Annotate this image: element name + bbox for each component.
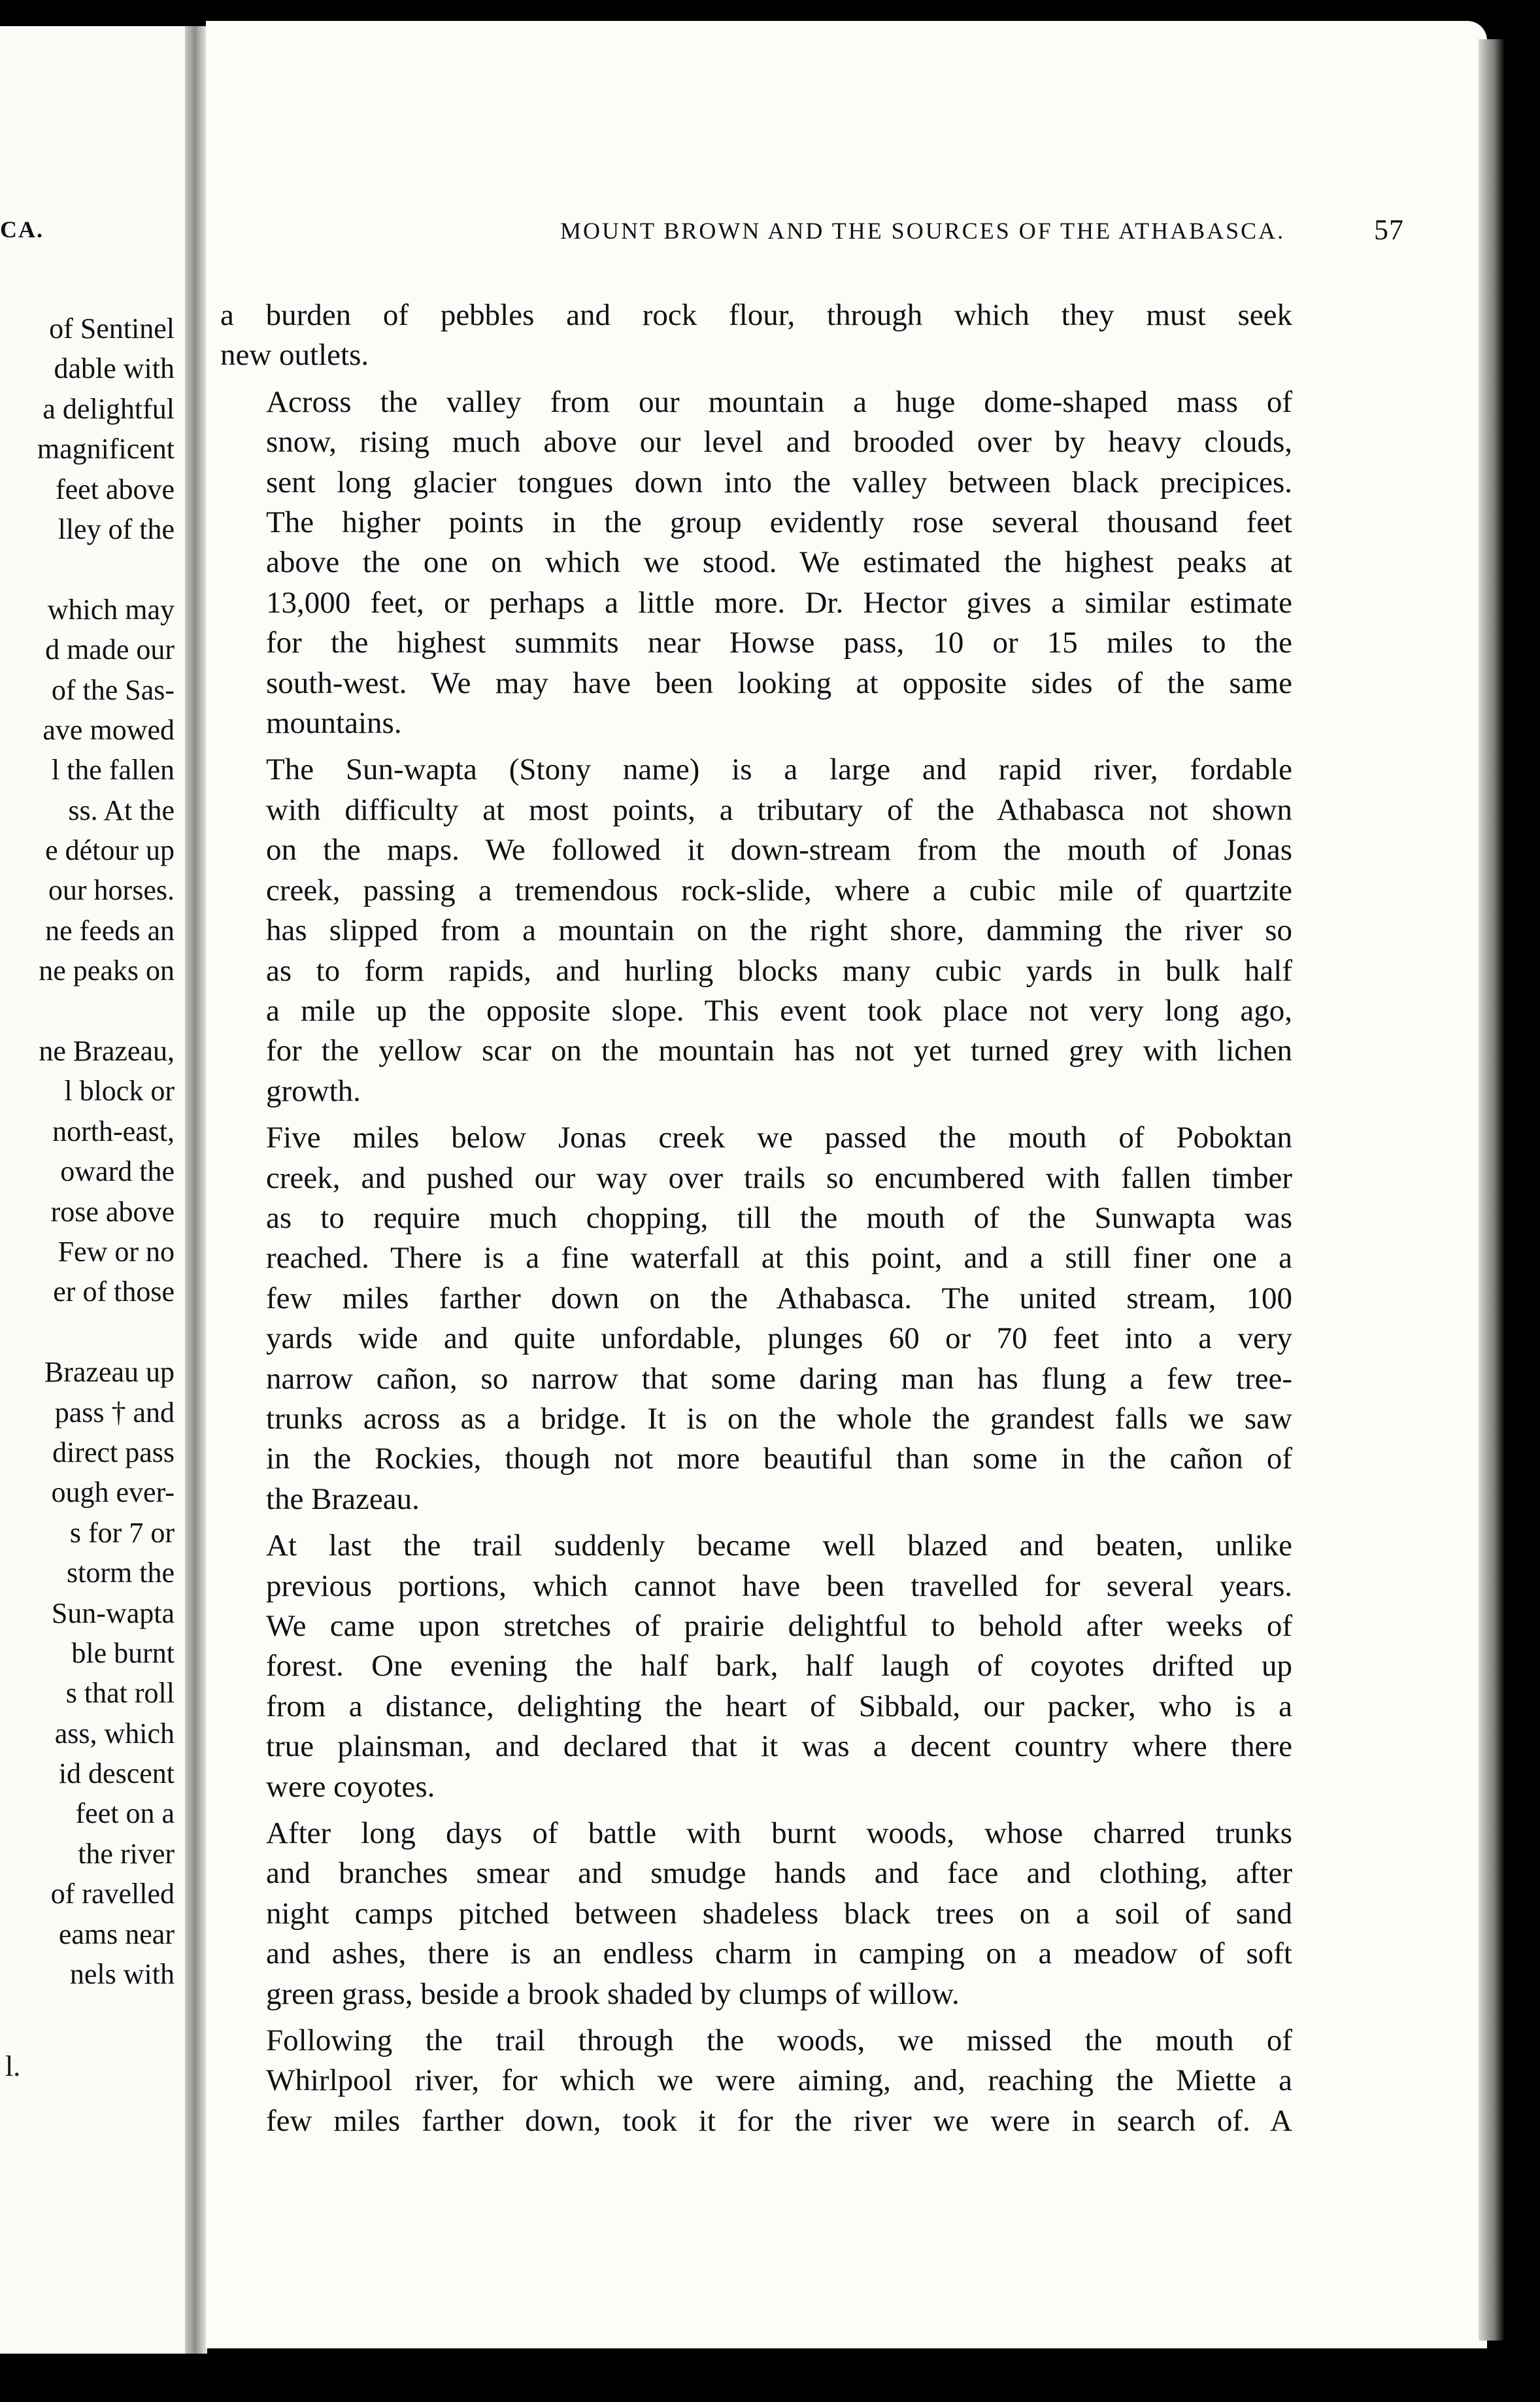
previous-page-line-endings bbox=[37, 309, 175, 1994]
previous-page-line: dable with bbox=[54, 352, 175, 385]
previous-page-line: our horses. bbox=[48, 874, 175, 907]
text-line: a burden of pebbles and rock flour, through which they must seek bbox=[220, 298, 1292, 332]
previous-page-edge bbox=[0, 26, 186, 2354]
previous-page-line: the river bbox=[78, 1837, 175, 1870]
previous-page-line: of ravelled bbox=[50, 1878, 175, 1910]
page-number: 57 bbox=[1374, 214, 1404, 246]
text-line: The Sun-wapta (Stony name) is a large and rapid river, fordable bbox=[266, 753, 1292, 787]
previous-page-line: of the Sas- bbox=[51, 673, 175, 706]
previous-page-line: eams near bbox=[58, 1918, 175, 1950]
text-line: few miles farther down, took it for the river we were in search of. A bbox=[266, 2103, 1292, 2138]
paragraph bbox=[220, 750, 1292, 1111]
text-line: true plainsman, and declared that it was a decent country where there bbox=[266, 1729, 1292, 1764]
previous-page-line: Few or no bbox=[58, 1235, 175, 1268]
text-line: forest. One evening the half bark, half laugh of coyotes drifted up bbox=[266, 1649, 1292, 1683]
text-line: Five miles below Jonas creek we passed the mouth of Poboktan bbox=[266, 1121, 1292, 1155]
text-line: sent long glacier tongues down into the valley between black precipices. bbox=[266, 465, 1292, 499]
text-line: yards wide and quite unfordable, plunges 60 or 70 feet into a very bbox=[266, 1321, 1292, 1356]
previous-page-line: s that roll bbox=[65, 1677, 175, 1710]
previous-page-line: id descent bbox=[58, 1757, 175, 1790]
previous-page-line: Brazeau up bbox=[44, 1356, 175, 1389]
page-edge-shadow bbox=[1479, 39, 1505, 2341]
previous-page-stray-mark: l. bbox=[5, 2050, 21, 2082]
text-line: previous portions, which cannot have been travelled for several years. bbox=[266, 1568, 1292, 1603]
previous-page-line: nels with bbox=[69, 1958, 175, 1991]
previous-page-line: d made our bbox=[45, 634, 175, 666]
previous-page-line: which may bbox=[47, 593, 175, 626]
text-line: narrow cañon, so narrow that some daring man has flung a few tree- bbox=[266, 1361, 1292, 1396]
text-line: above the one on which we stood. We estimated the highest peaks at bbox=[266, 545, 1292, 580]
text-line: has slipped from a mountain on the right shore, damming the river so bbox=[266, 913, 1292, 948]
book-page bbox=[206, 21, 1487, 2348]
text-line: green grass, beside a brook shaded by clumps of willow. bbox=[266, 1976, 960, 2011]
previous-page-line bbox=[37, 991, 175, 1031]
text-line: Across the valley from our mountain a huge dome-shaped mass of bbox=[266, 384, 1292, 419]
previous-page-line: of Sentinel bbox=[49, 313, 175, 345]
previous-page-line: feet on a bbox=[75, 1797, 175, 1830]
text-line: Whirlpool river, for which we were aiming, and, reaching the Miette a bbox=[266, 2063, 1292, 2098]
text-line: in the Rockies, though not more beautiful than some in the cañon of bbox=[266, 1442, 1292, 1476]
previous-page-line: ass, which bbox=[54, 1717, 175, 1750]
previous-page-line: a delightful bbox=[42, 392, 175, 425]
text-line: trunks across as a bridge. It is on the whole the grandest falls we saw bbox=[266, 1401, 1292, 1436]
text-line: creek, passing a tremendous rock-slide, where a cubic mile of quartzite bbox=[266, 873, 1292, 907]
text-line: the Brazeau. bbox=[266, 1481, 420, 1516]
paragraph bbox=[220, 1526, 1292, 1807]
text-line: and ashes, there is an endless charm in camping on a meadow of soft bbox=[266, 1937, 1292, 1971]
previous-page-line: ss. At the bbox=[68, 794, 175, 826]
text-line: reached. There is a fine waterfall at this point, and a still finer one a bbox=[266, 1241, 1292, 1276]
previous-page-line: er of those bbox=[53, 1276, 175, 1308]
previous-page-line bbox=[37, 1312, 175, 1352]
book-gutter bbox=[185, 26, 207, 2354]
previous-page-header-fragment: CA. bbox=[0, 216, 44, 243]
text-line: for the highest summits near Howse pass, 10 or 15 miles to the bbox=[266, 626, 1292, 660]
text-line: creek, and pushed our way over trails so encumbered with fallen timber bbox=[266, 1160, 1292, 1195]
text-line: with difficulty at most points, a tributary of the Athabasca not shown bbox=[266, 792, 1292, 827]
text-line: night camps pitched between shadeless black trees on a soil of sand bbox=[266, 1896, 1292, 1931]
text-line: a mile up the opposite slope. This event took place not very long ago, bbox=[266, 993, 1292, 1028]
previous-page-line: rose above bbox=[50, 1195, 175, 1228]
text-line: as to form rapids, and hurling blocks many cubic yards in bulk half bbox=[266, 953, 1292, 988]
paragraph bbox=[220, 382, 1292, 744]
text-line: for the yellow scar on the mountain has not yet turned grey with lichen bbox=[266, 1034, 1292, 1068]
previous-page-line: ble burnt bbox=[71, 1636, 175, 1669]
text-line: south-west. We may have been looking at opposite sides of the same bbox=[266, 666, 1292, 700]
previous-page-line: ave mowed bbox=[42, 713, 175, 746]
text-line: new outlets. bbox=[220, 338, 369, 373]
previous-page-line: ne feeds an bbox=[45, 914, 175, 947]
previous-page-line: feet above bbox=[56, 473, 175, 505]
previous-page-line: lley of the bbox=[58, 513, 175, 545]
text-line: We came upon stretches of prairie delightful to behold after weeks of bbox=[266, 1609, 1292, 1643]
text-line: 13,000 feet, or perhaps a little more. Dr. Hector gives a similar estimate bbox=[266, 585, 1292, 620]
previous-page-line: pass † and bbox=[54, 1396, 175, 1429]
previous-page-line: ough ever- bbox=[51, 1476, 175, 1509]
previous-page-line: ne peaks on bbox=[39, 955, 175, 987]
text-line: as to require much chopping, till the mouth of the Sunwapta was bbox=[266, 1200, 1292, 1235]
previous-page-line: s for 7 or bbox=[69, 1516, 175, 1549]
text-line: from a distance, delighting the heart of Sibbald, our packer, who is a bbox=[266, 1689, 1292, 1723]
paragraph bbox=[220, 1814, 1292, 2014]
text-line: Following the trail through the woods, we missed the mouth of bbox=[266, 2023, 1292, 2058]
previous-page-line: l block or bbox=[64, 1075, 175, 1108]
text-line: and branches smear and smudge hands and face and clothing, after bbox=[266, 1856, 1292, 1891]
text-line: few miles farther down on the Athabasca. The united stream, 100 bbox=[266, 1281, 1292, 1315]
previous-page-line bbox=[37, 549, 175, 589]
running-head-title: MOUNT BROWN AND THE SOURCES OF THE ATHABASCA. bbox=[560, 218, 1286, 244]
text-line: After long days of battle with burnt woods, whose charred trunks bbox=[266, 1816, 1292, 1851]
paragraph bbox=[220, 2021, 1292, 2141]
previous-page-line: l the fallen bbox=[51, 754, 175, 787]
previous-page-line: e détour up bbox=[45, 834, 175, 867]
previous-page-line: storm the bbox=[67, 1557, 175, 1589]
previous-page-line: magnificent bbox=[37, 433, 175, 465]
paragraph bbox=[220, 1118, 1292, 1519]
text-line: mountains. bbox=[266, 706, 402, 741]
previous-page-line: oward the bbox=[60, 1155, 175, 1188]
text-line: were coyotes. bbox=[266, 1769, 435, 1804]
text-line: The higher points in the group evidently rose several thousand feet bbox=[266, 505, 1292, 540]
text-line: on the maps. We followed it down-stream from the mouth of Jonas bbox=[266, 833, 1292, 868]
page-body bbox=[220, 296, 1292, 2141]
paragraph bbox=[220, 296, 1292, 376]
previous-page-line: Sun-wapta bbox=[51, 1597, 175, 1629]
text-line: growth. bbox=[266, 1074, 361, 1108]
previous-page-line: direct pass bbox=[52, 1436, 175, 1468]
text-line: snow, rising much above our level and brooded over by heavy clouds, bbox=[266, 425, 1292, 460]
previous-page-line: north-east, bbox=[52, 1115, 175, 1147]
previous-page-line: ne Brazeau, bbox=[39, 1035, 175, 1068]
text-line: At last the trail suddenly became well blazed and beaten, unlike bbox=[266, 1529, 1292, 1563]
